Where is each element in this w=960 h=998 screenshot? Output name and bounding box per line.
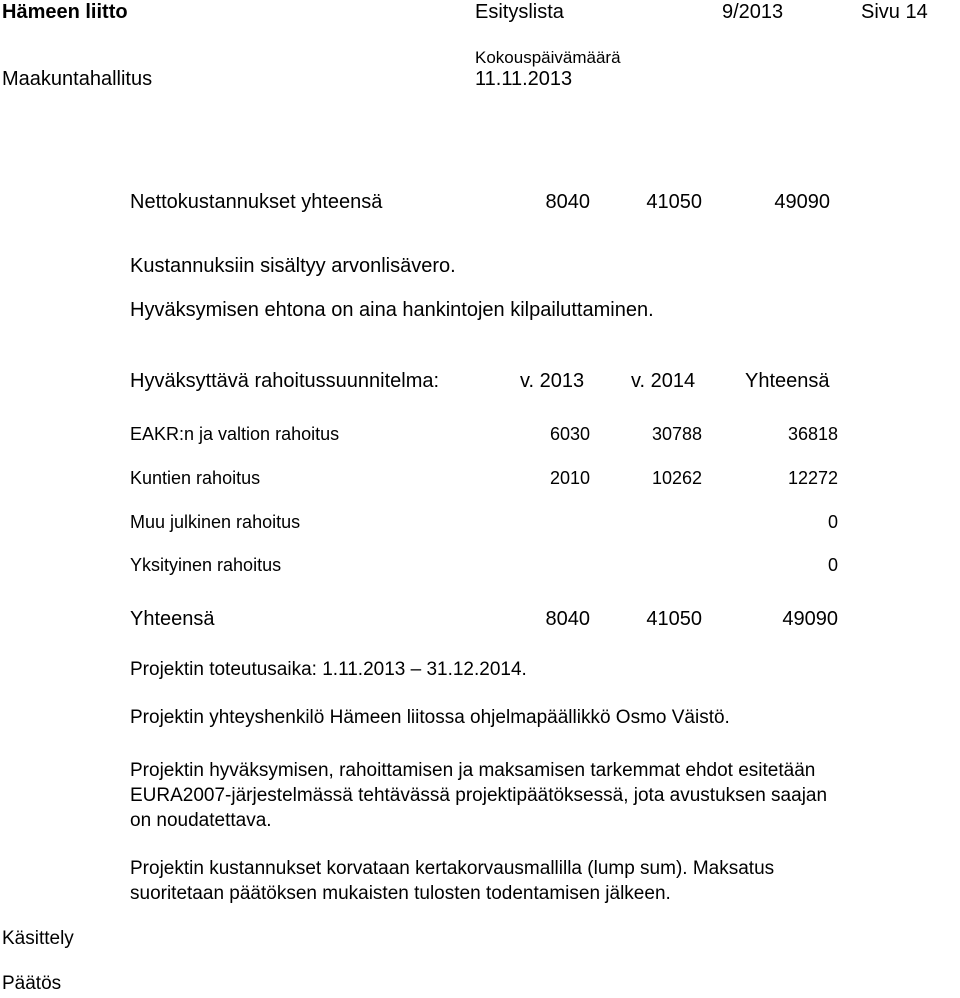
funding-col-2013: v. 2013 <box>520 370 585 392</box>
header-body: Maakuntahallitus <box>2 68 153 90</box>
funding-col-total: Yhteensä <box>745 370 830 392</box>
funding-sum-2013: 8040 <box>545 608 590 630</box>
funding-row-2013: 2010 <box>549 468 590 488</box>
funding-row-label: Muu julkinen rahoitus <box>130 512 301 532</box>
note-vat: Kustannuksiin sisältyy arvonlisävero. <box>130 255 456 277</box>
project-contact: Projektin yhteyshenkilö Hämeen liitossa ohjelmapäällikkö Osmo Väistö. <box>130 707 730 728</box>
funding-row-total: 12272 <box>787 468 838 488</box>
funding-row-2014: 10262 <box>651 468 702 488</box>
funding-row-2013: 6030 <box>549 424 590 444</box>
header-page: Sivu 14 <box>861 1 928 23</box>
header-org: Hämeen liitto <box>2 1 128 23</box>
funding-row-total: 0 <box>827 512 838 532</box>
section-processing: Käsittely <box>2 928 74 949</box>
funding-col-2014: v. 2014 <box>631 370 696 392</box>
costs-total-2014: 41050 <box>646 191 702 213</box>
project-terms-line: on noudatettava. <box>130 810 272 831</box>
funding-sum-label: Yhteensä <box>130 608 215 630</box>
header-doc-type: Esityslista <box>475 1 564 23</box>
funding-sum-total: 49090 <box>782 608 838 630</box>
note-procurement: Hyväksymisen ehtona on aina hankintojen kilpailuttaminen. <box>130 299 654 321</box>
section-decision: Päätös <box>2 973 62 994</box>
funding-title: Hyväksyttävä rahoitussuunnitelma: <box>130 370 440 392</box>
header-date-label: Kokouspäivämäärä <box>475 48 621 67</box>
funding-row-label: EAKR:n ja valtion rahoitus <box>130 424 340 444</box>
funding-row-total: 36818 <box>787 424 838 444</box>
costs-total-sum: 49090 <box>774 191 830 213</box>
funding-row-label: Yksityinen rahoitus <box>130 555 282 575</box>
project-terms-line: EURA2007-järjestelmässä tehtävässä projektipäätöksessä, jota avustuksen saajan <box>130 785 828 806</box>
project-period: Projektin toteutusaika: 1.11.2013 – 31.12.2014. <box>130 659 527 680</box>
project-payment-line: suoritetaan päätöksen mukaisten tulosten todentamisen jälkeen. <box>130 883 671 904</box>
costs-total-label: Nettokustannukset yhteensä <box>130 191 383 213</box>
funding-sum-2014: 41050 <box>646 608 702 630</box>
costs-total-2013: 8040 <box>545 191 590 213</box>
header-date: 11.11.2013 <box>475 68 573 90</box>
funding-row-total: 0 <box>827 555 838 575</box>
funding-row-2014: 30788 <box>651 424 702 444</box>
header-number: 9/2013 <box>722 1 784 23</box>
project-terms-line: Projektin hyväksymisen, rahoittamisen ja maksamisen tarkemmat ehdot esitetään <box>130 760 816 781</box>
project-payment-line: Projektin kustannukset korvataan kertakorvausmallilla (lump sum). Maksatus <box>130 858 775 879</box>
funding-row-label: Kuntien rahoitus <box>130 468 261 488</box>
